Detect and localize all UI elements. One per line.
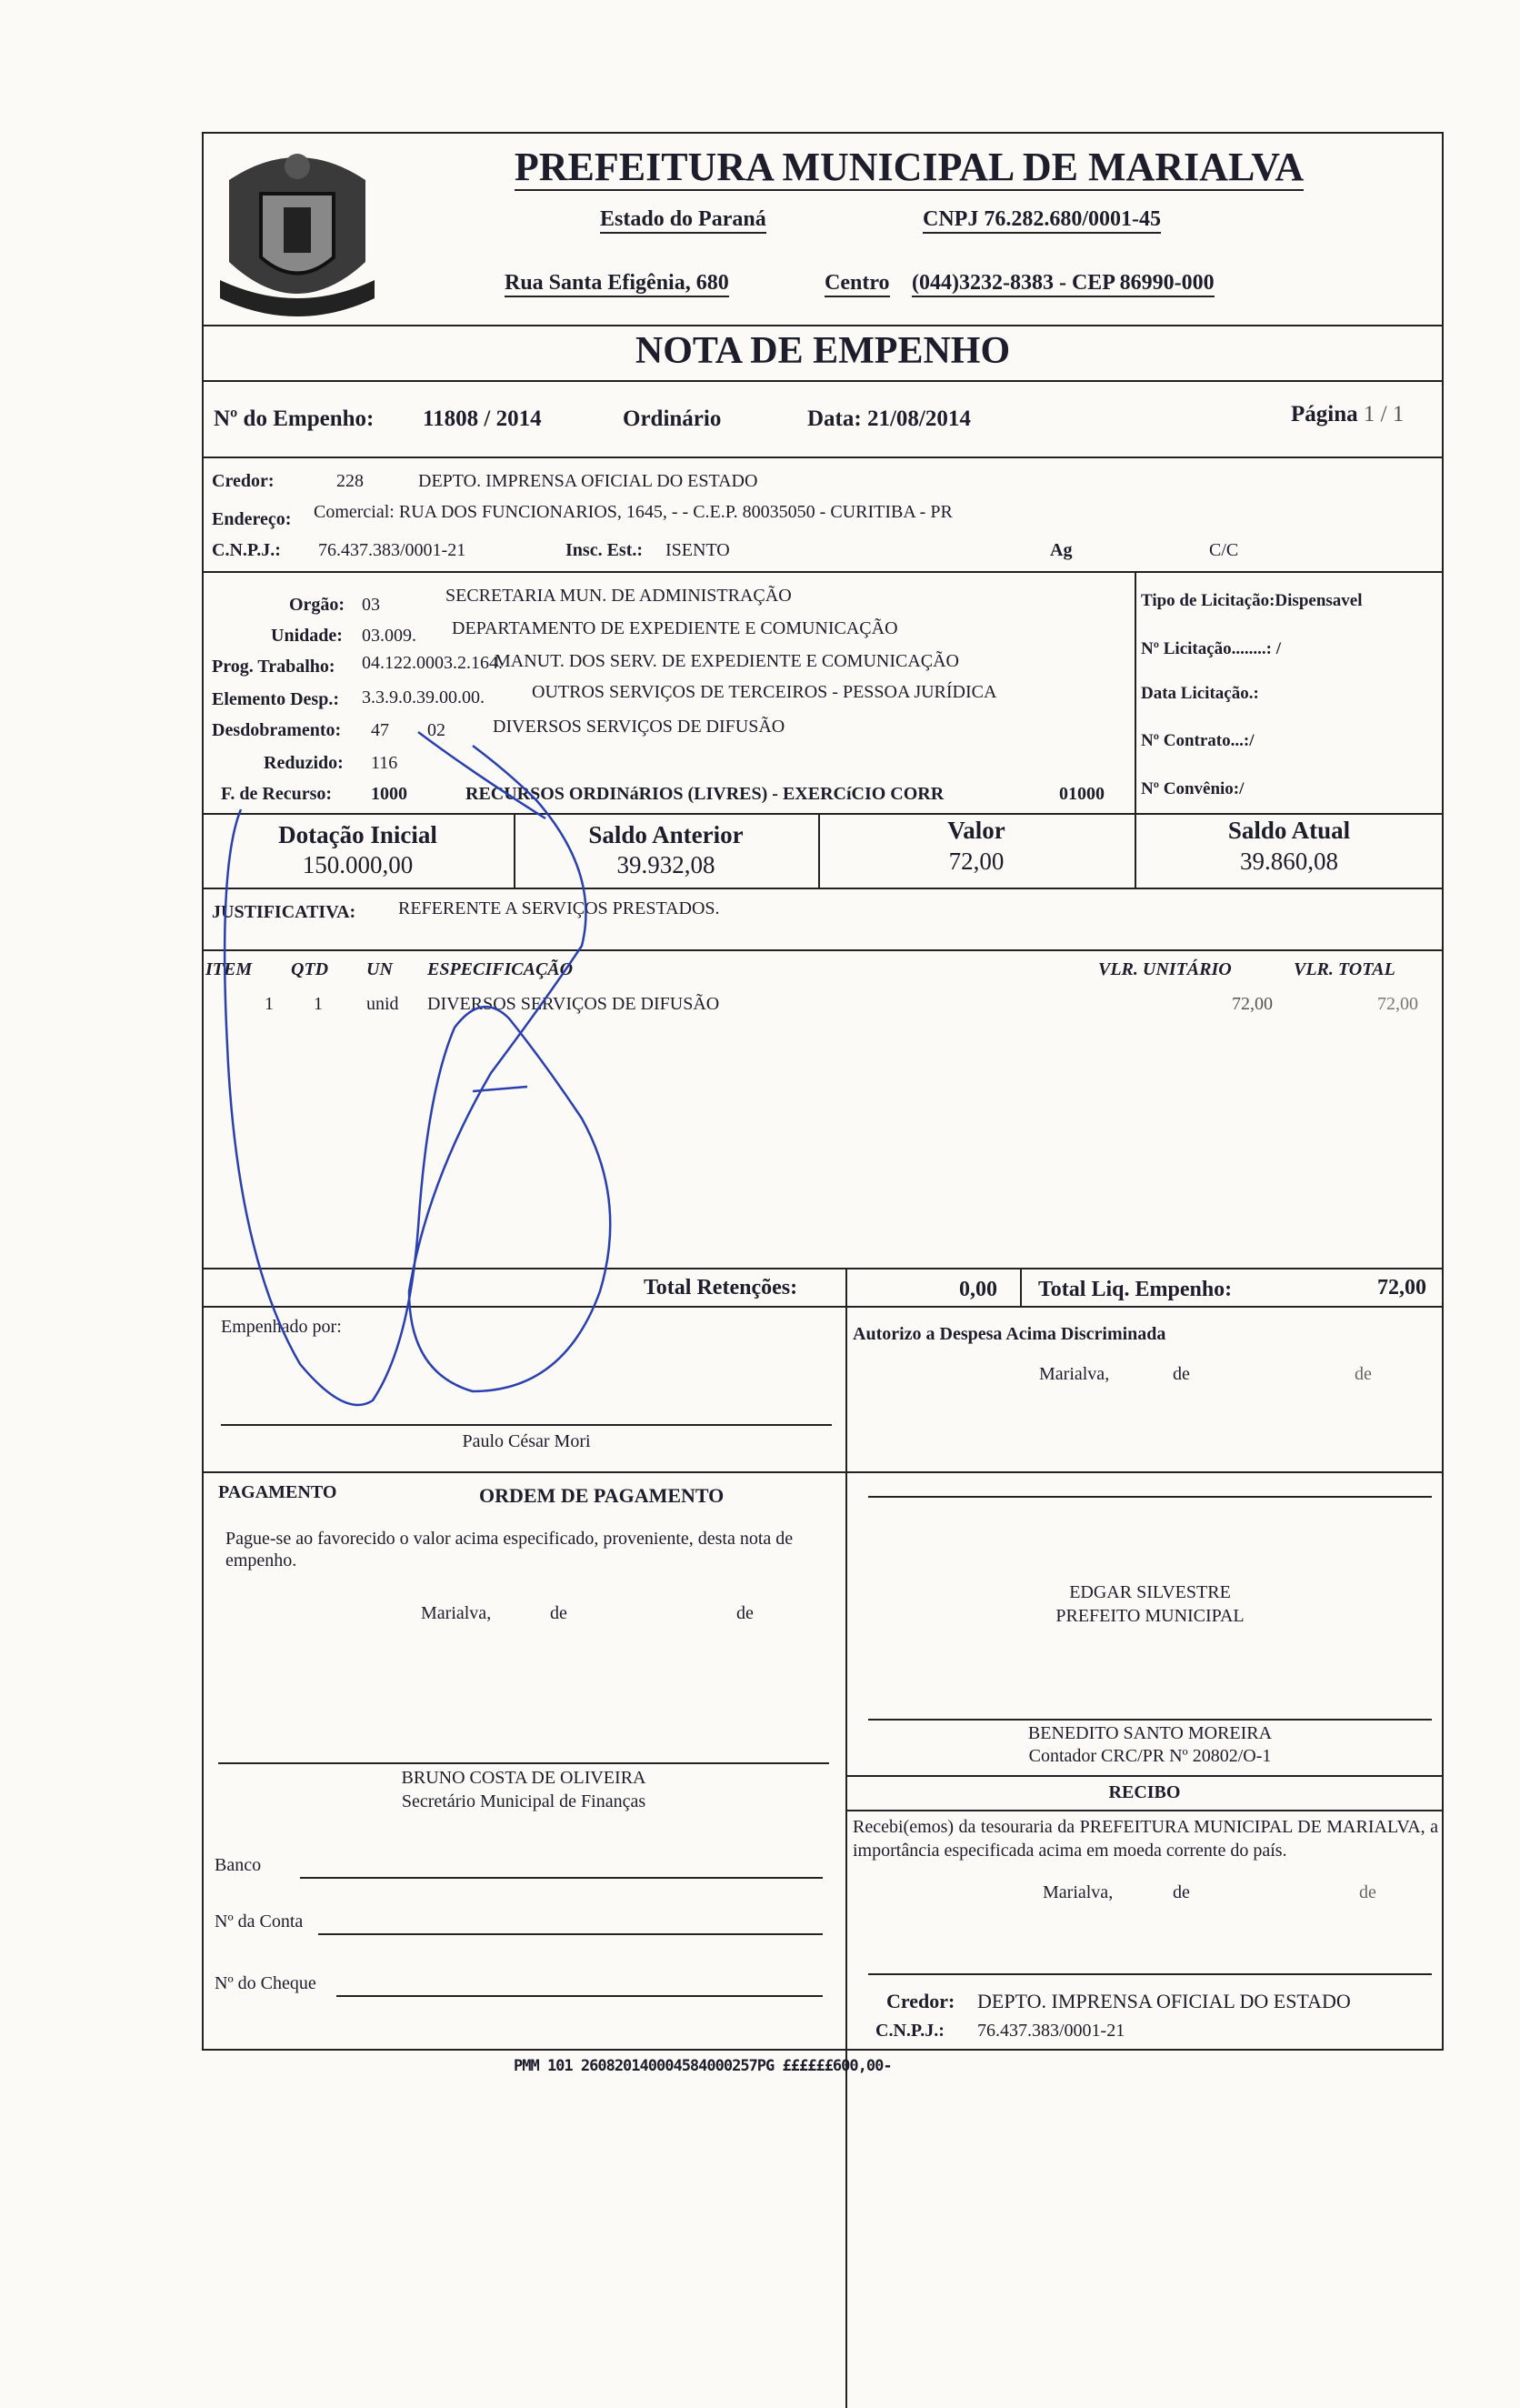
state-label: Estado do Paraná (600, 207, 766, 234)
recibo-signature-line (868, 1973, 1432, 1975)
credor-label: Credor: (212, 471, 275, 491)
saldo-atual-label: Saldo Atual (1227, 817, 1351, 844)
valor-value: 72,00 (948, 848, 1005, 875)
unidade-code: 03.009. (362, 626, 416, 646)
item-vlr-total: 72,00 (1377, 994, 1418, 1014)
total-liquido-label: Total Liq. Empenho: (1038, 1278, 1233, 1301)
banco-label: Banco (215, 1855, 262, 1875)
justificativa-text: REFERENTE A SERVIÇOS PRESTADOS. (398, 898, 720, 918)
contador-name: BENEDITO SANTO MOREIRA (1027, 1723, 1273, 1743)
total-retencoes-value: 0,00 (959, 1278, 997, 1301)
unidade-label: Unidade: (271, 626, 343, 646)
fonte-recurso-label: F. de Recurso: (221, 784, 333, 804)
cheque-label: Nº do Cheque (215, 1973, 316, 1993)
recibo-title: RECIBO (1108, 1782, 1181, 1802)
item-especificacao: DIVERSOS SERVIÇOS DE DIFUSÃO (427, 994, 720, 1014)
prefeito-name: EDGAR SILVESTRE (1069, 1582, 1231, 1602)
empenho-number: 11808 / 2014 (423, 406, 542, 431)
municipality-title: PREFEITURA MUNICIPAL DE MARIALVA (514, 145, 1305, 189)
total-liquido-value: 72,00 (1377, 1276, 1426, 1299)
elemento-label: Elemento Desp.: (212, 689, 339, 709)
divider (202, 949, 1444, 951)
orgao-code: 03 (362, 595, 380, 615)
numero-contrato: Nº Contrato...:/ (1141, 731, 1255, 750)
divider (202, 457, 1444, 458)
saldo-anterior-label: Saldo Anterior (588, 821, 744, 848)
fonte-recurso-name: RECURSOS ORDINáRIOS (LIVRES) - EXERCíCIO CORR (465, 784, 945, 804)
recibo-credor-label: Credor: (886, 1990, 955, 2012)
endereco-label: Endereço: (212, 509, 292, 529)
desdobramento-code: 47 (371, 720, 389, 740)
divider (202, 813, 1444, 815)
empenho-date: Data: 21/08/2014 (807, 406, 971, 431)
prefeito-role: PREFEITO MUNICIPAL (1055, 1606, 1245, 1626)
item-un: unid (366, 994, 399, 1014)
dotacao-inicial-label: Dotação Inicial (278, 821, 437, 848)
page-number: 1 / 1 (1363, 402, 1405, 426)
data-licitacao: Data Licitação.: (1141, 684, 1259, 703)
address-line: Rua Santa Efigênia, 680 (505, 271, 729, 297)
reduzido-code: 116 (371, 753, 398, 773)
empenho-number-label: Nº do Empenho: (214, 406, 375, 431)
divider (202, 325, 1444, 326)
recibo-cnpj-label: C.N.P.J.: (875, 2021, 945, 2041)
district-label: Centro (825, 271, 890, 297)
pagamento-label: PAGAMENTO (218, 1482, 337, 1502)
secretario-role: Secretário Municipal de Finanças (401, 1791, 646, 1811)
cnpj-value: 76.437.383/0001-21 (318, 540, 466, 560)
numero-licitacao: Nº Licitação........: / (1141, 639, 1282, 658)
autorizo-de-1: de (1173, 1364, 1190, 1384)
desdobramento-name: DIVERSOS SERVIÇOS DE DIFUSÃO (493, 717, 785, 737)
orgao-name: SECRETARIA MUN. DE ADMINISTRAÇÃO (445, 586, 792, 606)
saldo-anterior-value: 39.932,08 (616, 851, 715, 878)
pagamento-text: Pague-se ao favorecido o valor acima especificado, proveniente, desta nota de empenho. (225, 1529, 794, 1570)
page-label: Página (1291, 402, 1358, 426)
phone-cep: (044)3232-8383 - CEP 86990-000 (912, 271, 1215, 297)
unidade-name: DEPARTAMENTO DE EXPEDIENTE E COMUNICAÇÃO (452, 618, 898, 638)
empenho-type: Ordinário (623, 406, 722, 431)
desdobramento-sub: 02 (427, 720, 445, 740)
valor-label: Valor (947, 817, 1005, 844)
banco-line (300, 1877, 823, 1879)
orgao-label: Orgão: (289, 595, 345, 615)
pagamento-de-2: de (736, 1603, 754, 1623)
cheque-line (336, 1995, 823, 1997)
divider (202, 380, 1444, 382)
elemento-code: 3.3.9.0.39.00.00. (362, 687, 485, 707)
recibo-cnpj-value: 76.437.383/0001-21 (977, 2021, 1125, 2041)
saldo-atual-value: 39.860,08 (1240, 848, 1338, 875)
fonte-recurso-code: 1000 (371, 784, 407, 804)
account-label: C/C (1209, 540, 1239, 560)
municipal-crest-logo (211, 144, 384, 326)
autorizo-city: Marialva, (1039, 1364, 1110, 1384)
column-header-item: ITEM (205, 959, 253, 979)
justificativa-label: JUSTIFICATIVA: (212, 902, 356, 922)
agency-label: Ag (1050, 540, 1073, 560)
reduzido-label: Reduzido: (264, 753, 344, 773)
credor-name: DEPTO. IMPRENSA OFICIAL DO ESTADO (418, 471, 758, 491)
credor-code: 228 (336, 471, 364, 491)
column-header-qtd: QTD (291, 959, 329, 979)
divider (845, 1810, 1444, 1811)
conta-label: Nº da Conta (215, 1911, 304, 1931)
recibo-de-2: de (1359, 1882, 1376, 1902)
prog-label: Prog. Trabalho: (212, 657, 335, 677)
divider (845, 1268, 847, 2408)
cnpj-header: CNPJ 76.282.680/0001-45 (923, 207, 1161, 234)
contador-role: Contador CRC/PR Nº 20802/O-1 (1028, 1746, 1272, 1766)
autorizo-de-2: de (1355, 1364, 1372, 1384)
recibo-credor-value: DEPTO. IMPRENSA OFICIAL DO ESTADO (977, 1990, 1351, 2012)
divider (202, 1268, 1444, 1269)
micr-code: PMM 101 260820140004584000257PG ££££££600,00- (514, 2057, 892, 2075)
endereco-value: Comercial: RUA DOS FUNCIONARIOS, 1645, - - C.E.P. 80035050 - CURITIBA - PR (314, 502, 953, 522)
recibo-city: Marialva, (1043, 1882, 1114, 1902)
fonte-recurso-number: 01000 (1059, 784, 1105, 804)
secretario-name: BRUNO COSTA DE OLIVEIRA (401, 1768, 646, 1788)
prog-code: 04.122.0003.2.164. (362, 653, 503, 673)
column-header-vlr-unitario: VLR. UNITÁRIO (1098, 959, 1232, 979)
numero-convenio: Nº Convênio:/ (1141, 779, 1245, 798)
divider (202, 571, 1444, 573)
column-header-un: UN (366, 959, 393, 979)
empenhado-label: Empenhado por: (221, 1317, 342, 1337)
column-header-vlr-total: VLR. TOTAL (1294, 959, 1395, 979)
item-qtd: 1 (314, 994, 323, 1014)
ordem-pagamento-label: ORDEM DE PAGAMENTO (479, 1484, 725, 1507)
recibo-de-1: de (1173, 1882, 1190, 1902)
divider (1135, 571, 1136, 815)
contador-signature-line (868, 1719, 1432, 1721)
conta-line (318, 1933, 823, 1935)
tipo-licitacao: Tipo de Licitação:Dispensavel (1141, 591, 1363, 610)
pagamento-city: Marialva, (421, 1603, 492, 1623)
prog-name: MANUT. DOS SERV. DE EXPEDIENTE E COMUNICAÇÃO (495, 651, 959, 671)
secretario-signature-line (218, 1762, 829, 1764)
divider (202, 1306, 1444, 1308)
insc-label: Insc. Est.: (565, 540, 644, 560)
recibo-text: Recebi(emos) da tesouraria da PREFEITURA MUNICIPAL DE MARIALVA, a importância especificada acima em moeda corrente do país. (853, 1817, 1438, 1861)
cnpj-label: C.N.P.J.: (212, 540, 281, 560)
empenhado-name: Paulo César Mori (462, 1431, 591, 1451)
divider (202, 888, 1444, 889)
total-retencoes-label: Total Retenções: (644, 1276, 798, 1299)
divider (1020, 1268, 1022, 1306)
autorizo-label: Autorizo a Despesa Acima Discriminada (853, 1324, 1166, 1344)
elemento-name: OUTROS SERVIÇOS DE TERCEIROS - PESSOA JURÍDICA (532, 682, 997, 702)
item-number: 1 (265, 994, 274, 1014)
column-header-especificacao: ESPECIFICAÇÃO (427, 959, 574, 979)
desdobramento-label: Desdobramento: (212, 720, 342, 740)
item-vlr-unitario: 72,00 (1232, 994, 1273, 1014)
document-title: NOTA DE EMPENHO (635, 330, 1011, 372)
pagamento-de-1: de (550, 1603, 567, 1623)
insc-value: ISENTO (665, 540, 730, 560)
prefeito-signature-line (868, 1496, 1432, 1498)
dotacao-inicial-value: 150.000,00 (302, 851, 414, 878)
signature-line (221, 1424, 832, 1426)
divider (845, 1775, 1444, 1777)
divider (202, 1471, 1444, 1473)
